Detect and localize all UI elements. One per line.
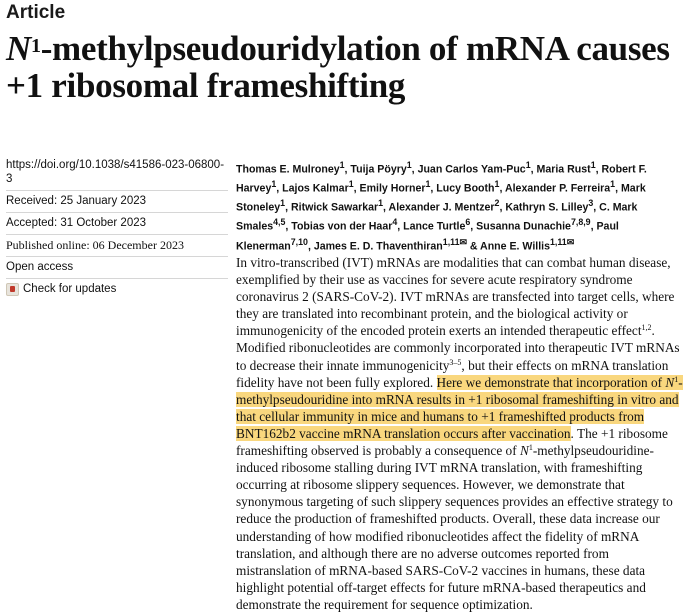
citation-ref[interactable]: 1,2 — [641, 323, 652, 333]
author-name[interactable]: Ritwick Sawarkar — [290, 201, 379, 214]
author-conjunction: & — [469, 240, 478, 253]
check-updates-label: Check for updates — [23, 283, 117, 295]
author-affiliation: 1 — [610, 179, 616, 190]
author-affiliation: 1,11✉ — [442, 236, 467, 247]
abstract-text-1: In vitro-transcribed (IVT) mRNAs are modalities that can combat human disease, exemplified by their use as vaccines for severe acute respiratory syndrome coronavirus 2 (SARS-CoV-2). IVT mRNAs are transfected into target cells, where they are translated into recombinant protein, and the biological activity or immunogenicity of the encoded protein exerts an intended therapeutic effect — [236, 255, 675, 339]
author-name[interactable]: Tobias von der Haar — [291, 220, 393, 233]
author-name[interactable]: Lajos Kalmar — [282, 182, 349, 195]
abstract-text-3: , but their effects on mRNA translation fidelity have not been fully explored. — [236, 357, 669, 390]
author-name[interactable]: C. Mark Smales — [236, 201, 638, 233]
highlight-n-superscript: 1 — [674, 374, 679, 384]
article-type-label: Article — [6, 2, 66, 23]
author-name[interactable]: Thomas E. Mulroney — [236, 163, 340, 176]
doi-link[interactable]: https://doi.org/10.1038/s41586-023-06800-3 — [6, 159, 225, 185]
accepted-date: Accepted: 31 October 2023 — [6, 213, 228, 235]
author-affiliation: 1 — [406, 160, 412, 170]
author-affiliation: 2 — [494, 198, 500, 209]
article-title — [6, 30, 686, 104]
title-n-superscript: 1 — [30, 35, 41, 57]
abstract-text-5: -methylpseudouridine-induced ribosome stalling during IVT mRNA translation, with frameshifting occurring at ribosome slippery sequences. However, we demonstrate that synonymous targeting of such slippery sequences provides an effective strategy to reduce the production of frameshifted products. Overall, these data increase our understanding of how modified ribonucleotides affect the fidelity of mRNA translation, and although there are no adverse outcomes reported from mistranslation of mRNA-based SARS-CoV-2 vaccines in humans, these data highlight potential off-target effects for future mRNA-based therapeutics and demonstrate the requirement for sequence optimization. — [236, 443, 673, 612]
highlight-n: N — [665, 374, 675, 390]
author-name[interactable]: Alexander P. Ferreira — [504, 182, 611, 195]
author-name[interactable]: Maria Rust — [536, 163, 591, 176]
author-affiliation: 1 — [280, 198, 286, 209]
author-affiliation: 7,10 — [290, 236, 308, 247]
title-rest: -methylpseudouridylation of mRNA causes +1 ribosomal frameshifting — [6, 29, 670, 105]
abstract — [236, 254, 684, 613]
author-affiliation: 1 — [525, 160, 531, 170]
abstract-n-superscript: 1 — [528, 443, 533, 453]
author-affiliation: 4 — [392, 217, 398, 228]
author-name[interactable]: Tuija Pöyry — [350, 163, 407, 176]
open-access-label: Open access — [6, 257, 228, 279]
author-affiliation: 1 — [348, 179, 354, 190]
check-for-updates-button[interactable] — [6, 279, 228, 300]
author-name[interactable]: Juan Carlos Yam-Puc — [417, 163, 526, 176]
author-affiliation: 1 — [590, 160, 596, 170]
author-name[interactable]: Anne E. Willis — [480, 240, 550, 253]
author-name[interactable]: Kathryn S. Lilley — [505, 201, 589, 214]
author-name[interactable]: Alexander J. Mentzer — [388, 201, 495, 214]
check-updates-icon — [6, 283, 19, 296]
author-affiliation: 1 — [425, 179, 431, 190]
title-n: N — [6, 29, 31, 68]
author-name[interactable]: Lucy Booth — [436, 182, 495, 195]
highlight-text-a: Here we demonstrate that incorporation of — [436, 374, 666, 390]
abstract-text-2: . Modified ribonucleotides are commonly incorporated into therapeutic IVT mRNAs to decrease their innate immunogenicity — [236, 323, 680, 373]
received-date: Received: 25 January 2023 — [6, 191, 228, 213]
author-affiliation: 7,8,9 — [570, 217, 591, 228]
published-date: Published online: 06 December 2023 — [6, 235, 228, 257]
article-info-sidebar — [6, 155, 228, 300]
author-affiliation: 6 — [465, 217, 471, 228]
author-name[interactable]: Susanna Dunachie — [476, 220, 571, 233]
author-name[interactable]: Emily Horner — [359, 182, 426, 195]
author-name[interactable]: James E. D. Thaventhiran — [313, 240, 443, 253]
author-list: Thomas E. Mulroney$^1$, Tuija Pöyry$^1$, Juan Carlos Yam-Puc$^1$, Maria Rust$^1$, Robert F. Harvey$^1$, Lajos Kalmar$^1$, Emily Horner$^1$, Lucy Booth$^1$, Alexander P. Ferreira$^1$, Mark Stoneley$^1$, Ritwick Sawarkar$^1$, Alexander J. Mentzer$^2$, Kathryn S. Lilley$^3$, C. Mark Smales$^{4,5}$, Tobias von der Haar$^4$, Lance Turtle$^6$, Susanna Dunachie$^{7,8,9}$, Paul Klenerman$^{7,10}$, James E. D. Thaventhiran$^{1,11✉}$ & Anne E. Willis$^{1,11✉}$ — [236, 160, 647, 253]
author-name[interactable]: Paul Klenerman — [236, 220, 619, 253]
author-affiliation: 3 — [588, 198, 594, 209]
author-affiliation: 4,5 — [273, 217, 286, 228]
citation-ref[interactable]: 3–5 — [449, 357, 462, 367]
author-affiliation: 1,11✉ — [550, 236, 575, 247]
highlight-text-b: -methylpseudouridine into mRNA results in +1 ribosomal frameshifting in vitro and that cellular immunity in mice and humans to +1 frameshifted products from BNT162b2 vaccine mRNA translation occurs after vaccination — [236, 374, 683, 441]
author-name[interactable]: Mark Stoneley — [236, 182, 646, 214]
abstract-n: N — [519, 443, 529, 459]
author-affiliation: 1 — [271, 179, 277, 190]
doi-row — [6, 155, 228, 191]
author-name[interactable]: Robert F. Harvey — [236, 163, 647, 195]
author-affiliation: 1 — [339, 160, 345, 170]
abstract-text-4: . The +1 ribosome frameshifting observed is probably a consequence of — [236, 425, 668, 459]
author-affiliation: 1 — [494, 179, 500, 190]
author-name[interactable]: Lance Turtle — [403, 220, 466, 233]
author-affiliation: 1 — [378, 198, 384, 209]
